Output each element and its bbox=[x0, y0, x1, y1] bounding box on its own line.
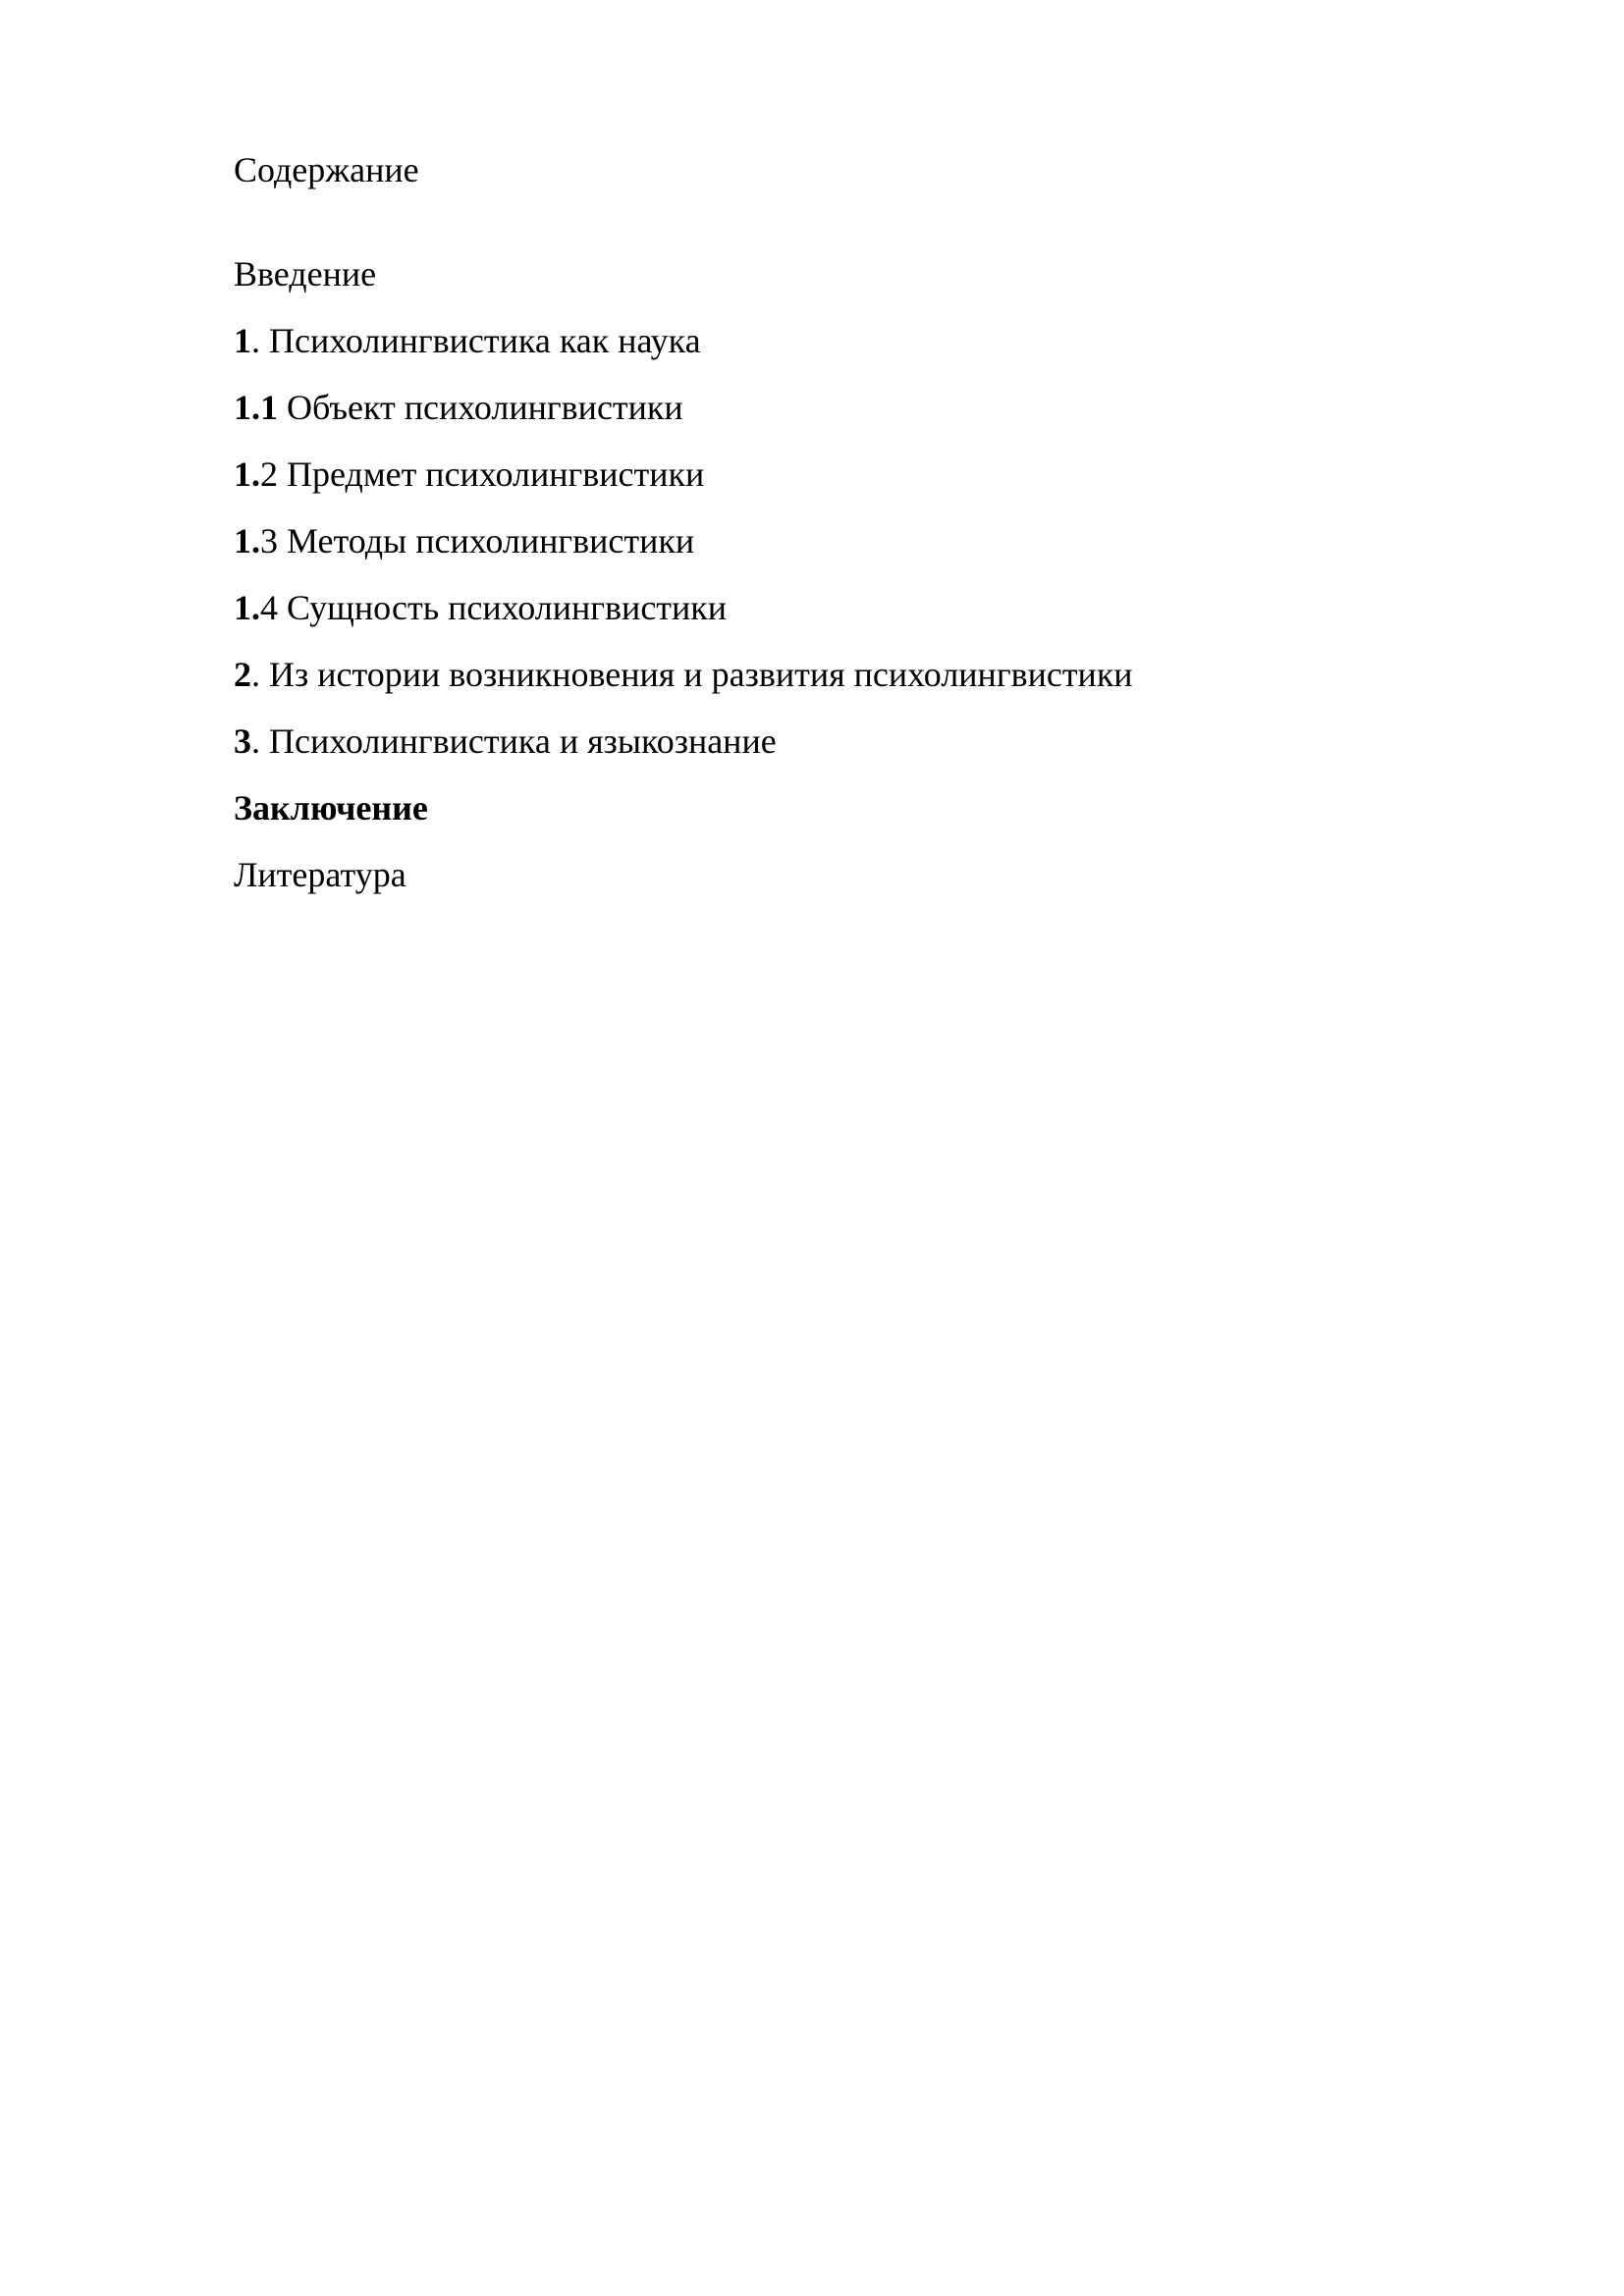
toc-entry-2 bbox=[234, 654, 1412, 695]
toc-entry-literature bbox=[234, 854, 1412, 895]
toc-entry-number-suffix: 3 bbox=[260, 521, 278, 561]
toc-entry-text: Психолингвистика и языкознание bbox=[260, 721, 777, 761]
toc-entry-text: Объект психолингвистики bbox=[278, 388, 683, 427]
toc-entry-number: 2 bbox=[234, 655, 251, 694]
toc-entry-text: Из истории возникновения и развития психолингвистики bbox=[260, 655, 1133, 694]
toc-entry-number: 1.1 bbox=[234, 388, 278, 427]
toc-entry-text: Предмет психолингвистики bbox=[278, 454, 705, 494]
toc-entry-1 bbox=[234, 320, 1412, 361]
toc-title: Содержание bbox=[234, 150, 419, 189]
toc-entry-text: Психолингвистика как наука bbox=[260, 321, 701, 360]
toc-entry-conclusion bbox=[234, 787, 1412, 828]
toc-entry-text: Методы психолингвистики bbox=[278, 521, 695, 561]
toc-entry-introduction bbox=[234, 253, 1412, 294]
toc-entry-bold-text: Заключение bbox=[234, 788, 428, 828]
toc-entry-text: Сущность психолингвистики bbox=[278, 588, 728, 627]
toc-entry-number: 1 bbox=[234, 321, 251, 360]
toc-entry-number-suffix: 2 bbox=[260, 454, 278, 494]
toc-entry-1-3 bbox=[234, 520, 1412, 561]
toc-entry-1-2 bbox=[234, 454, 1412, 495]
toc-entry-number: 1. bbox=[234, 521, 260, 561]
toc-entry-number-suffix: . bbox=[251, 655, 260, 694]
toc-entry-number-suffix: 4 bbox=[260, 588, 278, 627]
table-of-contents bbox=[234, 149, 1412, 921]
toc-entry-1-4 bbox=[234, 587, 1412, 628]
toc-entry-number-suffix: . bbox=[251, 721, 260, 761]
toc-entry-number: 1. bbox=[234, 454, 260, 494]
toc-entry-number: 1. bbox=[234, 588, 260, 627]
toc-entry-number: 3 bbox=[234, 721, 251, 761]
toc-entry-number-suffix: . bbox=[251, 321, 260, 360]
toc-list bbox=[234, 253, 1412, 895]
toc-entry-text: Введение bbox=[234, 254, 377, 294]
toc-entry-3 bbox=[234, 721, 1412, 762]
toc-entry-1-1 bbox=[234, 387, 1412, 428]
toc-entry-text: Литература bbox=[234, 855, 406, 894]
